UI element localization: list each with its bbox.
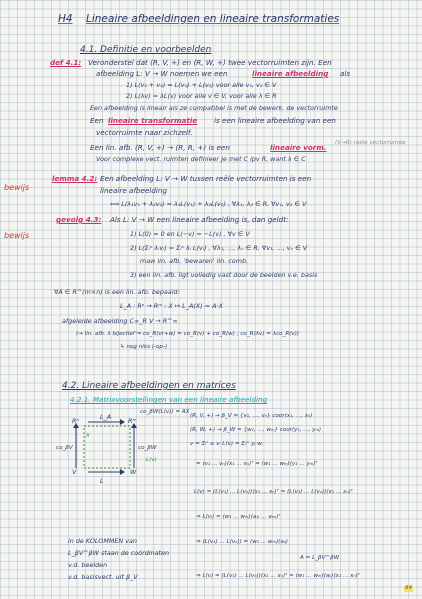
chapter-number: H4 <box>58 13 73 25</box>
lemma-label: lemma 4.2: <box>52 174 98 183</box>
derived-map-note: ↳ nog niks (-op-) <box>120 344 168 350</box>
diagram-label-rm: Rᵐ <box>128 417 137 425</box>
basis-w-line: (R, W, +) → β_W = {w₁, ..., wₘ} coor(y₁, ..., yₘ) <box>190 427 322 433</box>
diagram-arrowhead-top <box>120 419 125 425</box>
diagram-highlight-box <box>84 426 130 468</box>
lemma-line-2: lineaire afbeelding <box>100 186 168 195</box>
transformation-line-b: is een lineaire afbeelding van een <box>214 116 336 125</box>
section-heading-4-1: 4.1. Definitie en voorbeelden <box>80 45 212 55</box>
note-line-2: L_βV^βW staan de coördinaten <box>68 549 170 557</box>
basis-v-line: (R, V, +) → β_V = {v₁, ..., vₙ} coor(x₁, ..., xₙ) <box>190 413 313 419</box>
definition-line-1: Veronderstel dat (R, V, +) en (R, W, +) twee vectorruimten zijn. Een <box>88 58 332 67</box>
condition-1: 1) L(v₁ + v₂) = L(v₁) + L(v₂) voor alle v₁, v₂ ∈ V <box>126 81 277 89</box>
linear-form-line-a: Een lin. afb. (R, V, +) → (R, R, +) is een <box>90 143 230 152</box>
term-linear-transformation: lineaire transformatie <box>108 116 198 125</box>
subsection-heading-4-2-1: 4.2.1. Matrixvoorstellingen van een lineaire afbeelding <box>70 395 268 404</box>
diagram-label-x: X <box>86 433 90 439</box>
image-basis-line: ⇒ L(vᵢ) = (w₁ ... wₘ)(a₁ᵢ ... aₘᵢ)ᵀ <box>196 514 281 520</box>
matrix-map-line-b: L_A : Rⁿ → Rᵐ : X ↦ L_A(X) = A·X <box>120 302 223 310</box>
definition-label: def 4.1: <box>50 58 82 67</box>
corollary-item-2-note: maw lin. afb. 'bewaren' lin. comb. <box>140 257 249 265</box>
margin-proof-gevolg: bewijs <box>4 231 30 240</box>
corollary-item-3: 3) een lin. afb. ligt volledig vast door de beelden v.e. basis <box>130 271 318 279</box>
corollary-intro: Als L: V → W een lineaire afbeelding is, dan geldt: <box>110 215 289 224</box>
diagram-label-v: V <box>72 468 77 476</box>
matrix-form-line: = (v₁ ... vₙ)(x₁ ... xₙ)ᵀ = (w₁ ... wₘ)(y₁ ... yₘ)ᵀ <box>196 461 318 467</box>
diagram-label-co-v: co_βV <box>56 445 73 451</box>
diagram-arrowhead-bottom <box>120 469 125 475</box>
diagram-label-co-lv: co_βW(L(v)) = AX <box>140 409 190 415</box>
page-number-marker: 84 <box>405 585 413 591</box>
term-linear-form: lineaire vorm. <box>270 143 327 152</box>
diagram-label-la: L_A <box>100 413 112 421</box>
corollary-label: gevolg 4.3: <box>56 215 102 224</box>
linear-form-line-b: Voor complexe vect. ruimten definieer je met C ipv R, want λ ∈ C <box>96 155 306 163</box>
lemma-line-1: Een afbeelding L: V → W tussen reële vectorruimten is een <box>100 174 312 183</box>
corollary-item-2: 2) L(Σᵢⁿ λᵢvᵢ) = Σᵢⁿ λᵢ L(vᵢ) , ∀λ₁, ..., λₙ ∈ R, ∀v₁, ..., vₙ ∈ V <box>130 244 308 252</box>
lemma-equivalence: ⟺ L(λ₁v₁ + λ₂v₂) = λ₁L(v₁) + λ₂L(v₂) , ∀λ₁, λ₂ ∈ R, ∀v₁, v₂ ∈ V <box>110 200 307 208</box>
corollary-item-1: 1) L(0) = 0 en L(−v) = −L(v) , ∀v ∈ V <box>130 230 250 238</box>
section-heading-4-2: 4.2. Lineaire afbeeldingen en matrices <box>62 381 236 391</box>
final-equation-line: ⇒ L(v) = (L(v₁) ... L(vₙ))(x₁ ... xₙ)ᵀ = (w₁ ... wₘ)(aᵢⱼ)(x₁ ... xₙ)ᵀ <box>196 573 360 579</box>
chapter-title: Lineaire afbeeldingen en lineaire transformaties <box>86 13 340 25</box>
note-line-1: in de KOLOMMEN van <box>68 537 137 545</box>
margin-proof-lemma: bewijs <box>4 183 30 192</box>
sum-expansion-line: v = Σᵢⁿ xᵢ vᵢ L(v) = Σⱼᵐ yⱼ wⱼ <box>190 441 263 447</box>
matrix-definition: A = L_βV^βW <box>300 555 340 561</box>
diagram-label-l: L <box>100 477 104 485</box>
derived-map-detail: (→ lin. afb. λ bijectief ⇒ co_R(vr+w) = co_R(v) + co_R(w) ; co_R(λv) = λco_R(v)) <box>76 331 300 337</box>
diagram-label-w: W <box>130 468 137 476</box>
definition-line-2b: als <box>340 69 351 78</box>
transformation-line-c: vectorruimte naar zichzelf. <box>96 128 193 137</box>
image-expansion-line: L(v) = (L(v₁) ... L(vₙ))(x₁ ... xₙ)ᵀ = (L(v₁) ... L(vₙ))(x₁ ... xₙ)ᵀ <box>194 489 353 495</box>
definition-line-2a: afbeelding L: V → W noemen we een <box>96 69 228 78</box>
note-line-3: v.d. beelden <box>68 561 108 569</box>
condition-2: 2) L(λv) = λL(v) voor alle v ∈ V, voor alle λ ∈ R <box>126 92 277 100</box>
matrix-collect-line: ⇒ (L(v₁) ... L(vₙ)) = (w₁ ... wₘ)(aᵢⱼ) <box>196 539 288 545</box>
derived-map-line: afgeleide afbeelding C∞_R V → R^∞ <box>62 317 178 325</box>
linear-form-side-note: (V→R) reële vectorruimte <box>335 140 406 146</box>
transformation-line-a: Een <box>90 116 104 125</box>
note-line-4: v.d. basisvect. uit β_V <box>68 573 138 581</box>
diagram-label-lv: L(v) <box>146 457 157 463</box>
definition-term-linear-map: lineaire afbeelding <box>252 69 329 78</box>
diagram-label-co-w: co_βW <box>138 445 157 451</box>
compatibility-line: Een afbeelding is lineair als ze compatibel is met de bewerk. de vectorruimte <box>90 104 338 112</box>
diagram-label-rn: Rⁿ <box>72 417 79 425</box>
matrix-map-line-a: ∀A ∈ R^(m×n) is een lin. afb. bepaald: <box>54 288 180 296</box>
